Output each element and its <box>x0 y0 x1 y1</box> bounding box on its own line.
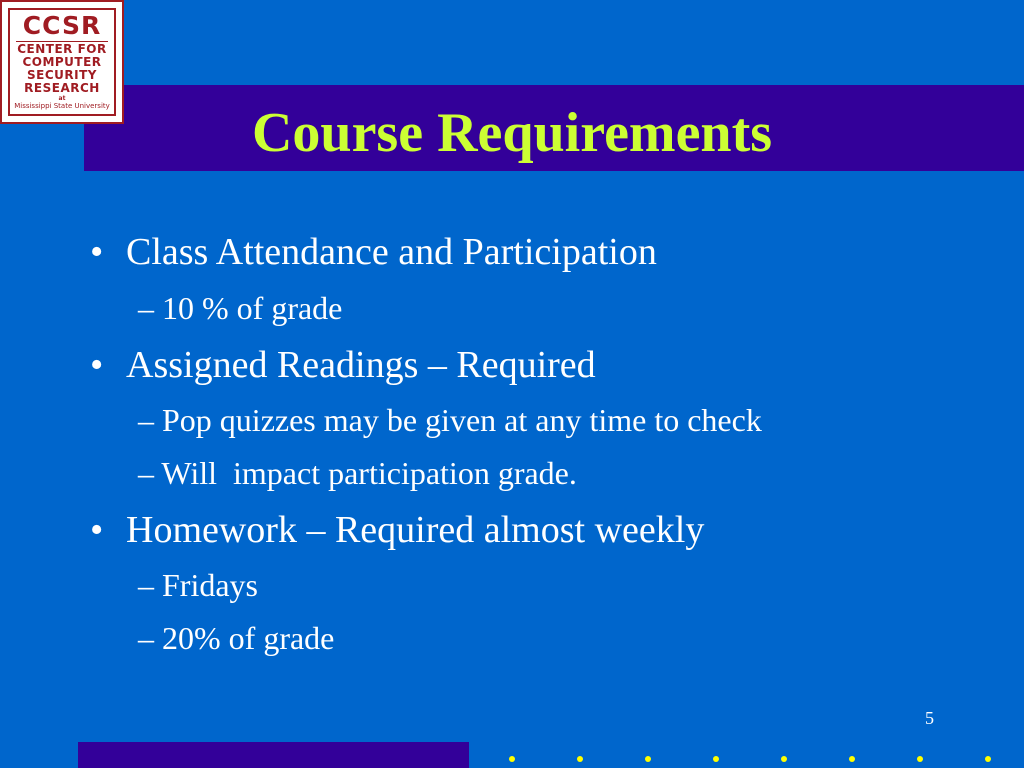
bullet-dot: • <box>90 509 104 551</box>
logo-at: at <box>58 95 66 102</box>
footer-dot <box>713 756 719 762</box>
footer-dot <box>577 756 583 762</box>
bullet-dot: • <box>90 231 104 273</box>
footer-dot <box>849 756 855 762</box>
bullet-text: Homework – Required almost weekly <box>126 509 705 551</box>
footer-dot <box>781 756 787 762</box>
bullet-text: Assigned Readings – Required <box>126 344 596 386</box>
sub-bullet-item: – Will impact participation grade. <box>138 455 577 491</box>
footer-dot <box>917 756 923 762</box>
bullet-text: Class Attendance and Participation <box>126 231 657 273</box>
footer-bar <box>78 742 469 768</box>
logo-line-4: RESEARCH <box>24 81 100 95</box>
logo-line-1: CENTER FOR <box>17 42 107 56</box>
bullet-item <box>90 230 657 274</box>
sub-bullet-item: – Pop quizzes may be given at any time to check <box>138 402 762 438</box>
bullet-item <box>90 508 704 552</box>
footer-dot <box>645 756 651 762</box>
page-number: 5 <box>925 708 934 728</box>
bullet-dot: • <box>90 344 104 386</box>
sub-bullet-item: – Fridays <box>138 567 258 603</box>
logo-university: Mississippi State University <box>14 102 110 110</box>
logo-line-3: SECURITY <box>27 68 97 82</box>
footer-dot <box>509 756 515 762</box>
sub-bullet-item: – 10 % of grade <box>138 290 343 326</box>
slide-title: Course Requirements <box>251 102 773 164</box>
logo-name: CCSR <box>22 11 102 40</box>
footer-dot <box>985 756 991 762</box>
sub-bullet-item: – 20% of grade <box>138 620 335 656</box>
logo-line-2: COMPUTER <box>22 55 102 69</box>
bullet-item <box>90 343 596 387</box>
